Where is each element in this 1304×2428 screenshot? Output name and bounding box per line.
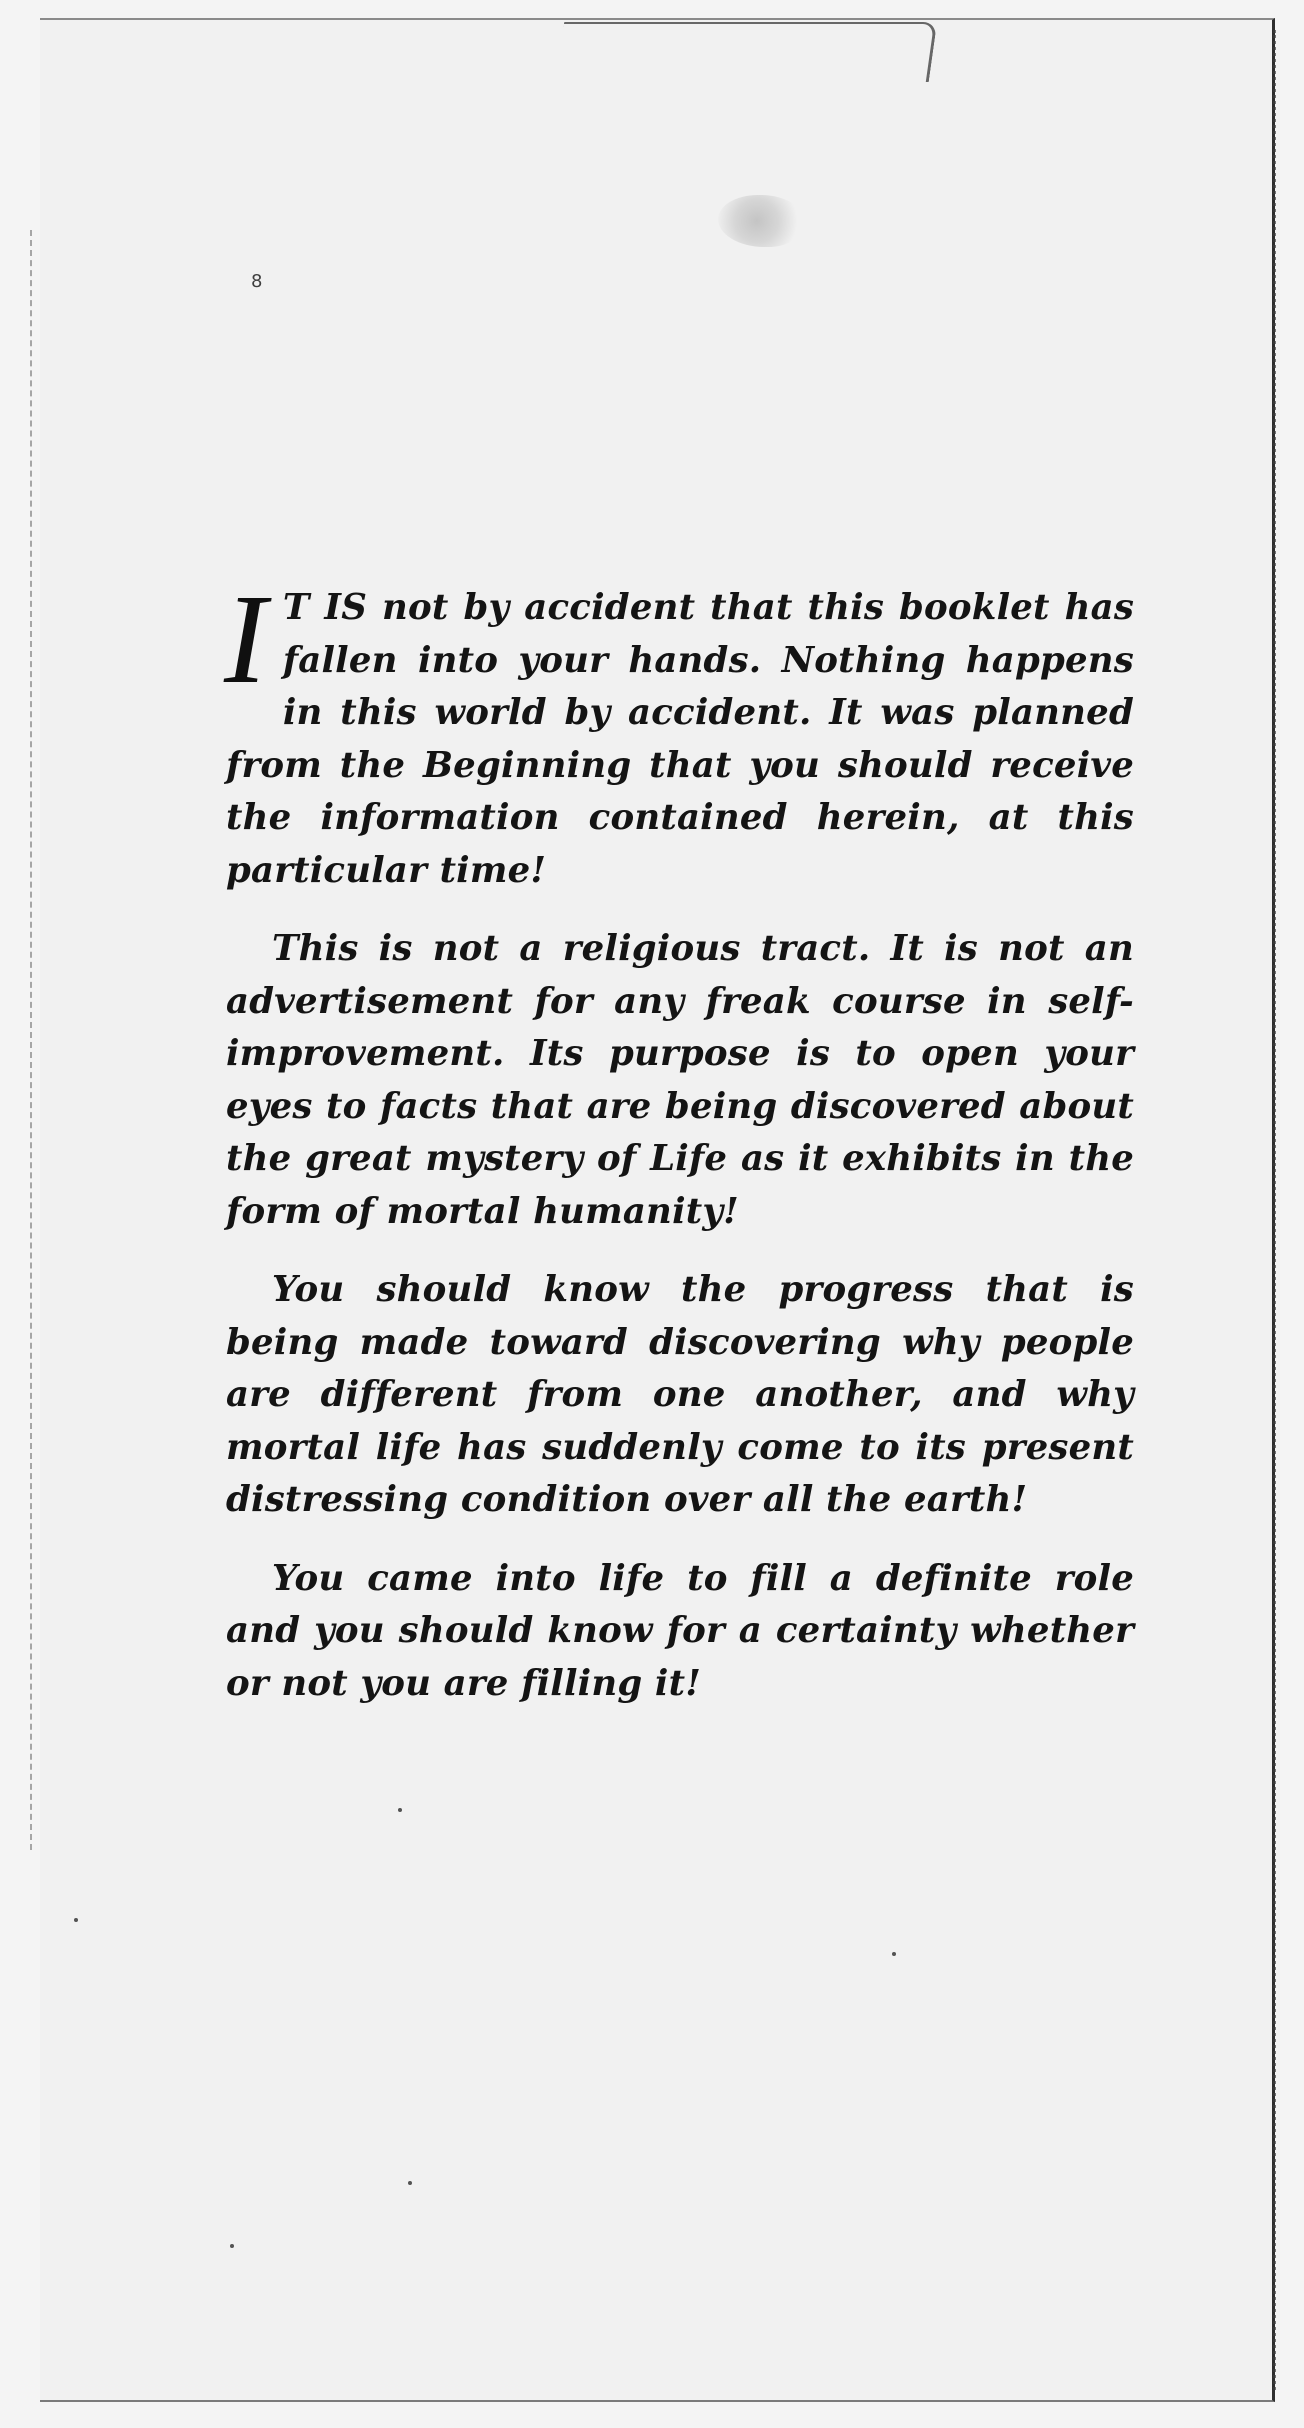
paragraph-4: You came into life to fill a definite role and you should know for a certainty whether or not you are filling it! [226, 1557, 1134, 1704]
drop-cap: I [224, 568, 267, 710]
right-page-edge [1265, 30, 1276, 2390]
print-speck [892, 1952, 896, 1956]
print-speck [230, 2244, 234, 2248]
paragraph-1 [224, 568, 1134, 897]
folded-corner-mark [556, 22, 937, 82]
paragraph-1-text: T IS not by accident that this booklet has fallen into your hands. Nothing happens in this world by accident. It was planned from the Beginning that you should receive the information contained herein, at this particular time! [226, 587, 1134, 891]
print-speck [74, 1918, 78, 1922]
print-speck [408, 2181, 412, 2185]
print-speck [398, 1808, 402, 1812]
body-text [224, 568, 1134, 1736]
paragraph-2: This is not a religious tract. It is not an advertisement for any freak course in self-improvement. Its purpose is to open your eyes to facts that are being discovered about the great mystery of Life as it exhibits in the form of mortal humanity! [226, 928, 1134, 1232]
paragraph-3: You should know the progress that is being made toward discovering why people are different from one another, and why mortal life has suddenly come to its present distressing condition over all the earth! [226, 1269, 1134, 1520]
left-page-edge [30, 230, 33, 1850]
page-mark: 8 [251, 271, 263, 292]
